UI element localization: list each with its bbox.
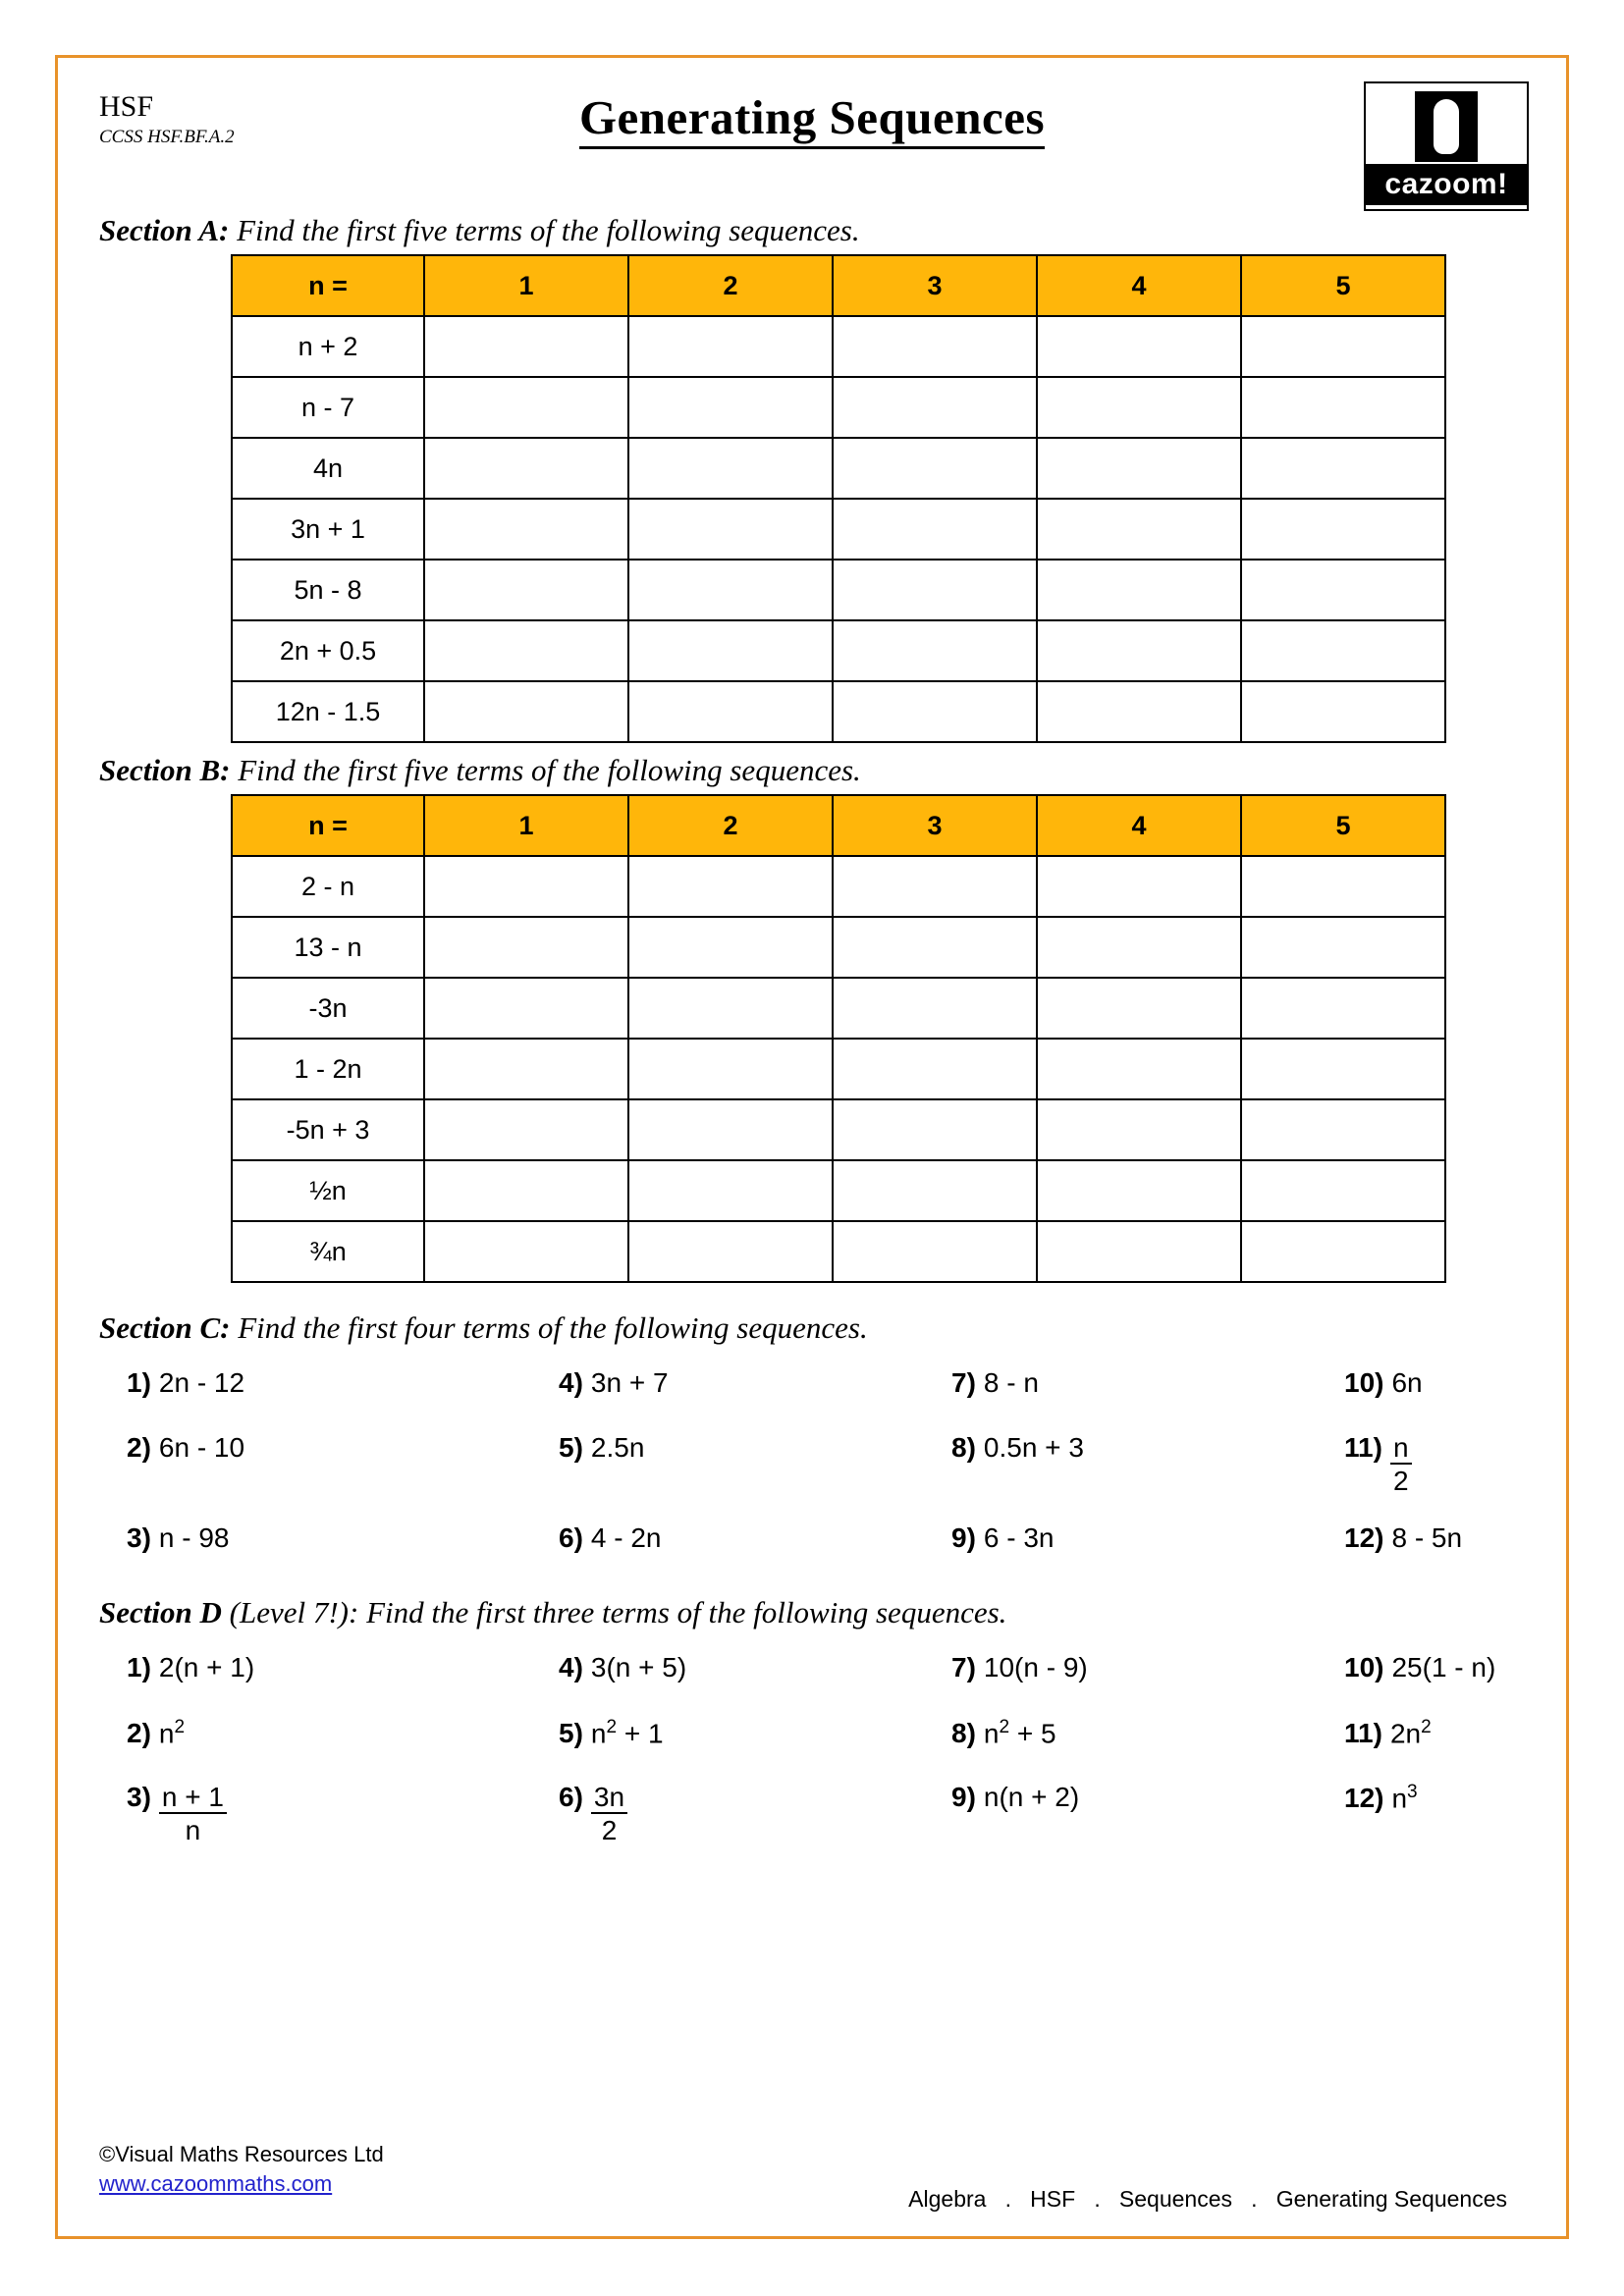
answer-cell[interactable] [1241,1160,1445,1221]
answer-cell[interactable] [1037,1221,1241,1282]
answer-cell[interactable] [628,856,833,917]
cazoom-logo [1364,81,1529,211]
fraction-numerator: 3n [591,1782,627,1814]
section-b-label: Section B: [99,753,231,787]
section-a-instruction: Find the first five terms of the following sequences. [229,213,860,247]
page-title [91,89,1533,145]
section-c-heading [99,1310,1533,1346]
table-row [232,499,1445,560]
question-item [127,1522,559,1562]
question-item [127,1367,559,1407]
table-row [232,377,1445,438]
answer-cell[interactable] [1037,438,1241,499]
question-item [127,1652,559,1691]
question-text: 3(n + 5) [590,1651,687,1682]
answer-cell[interactable] [424,856,628,917]
question-number: 4) [559,1367,583,1398]
answer-cell[interactable] [833,377,1037,438]
table-header-cell: n = [232,795,424,856]
table-header-cell: 3 [833,255,1037,316]
answer-cell[interactable] [628,377,833,438]
standard-reference: CCSS HSF.BF.A.2 [99,127,235,147]
section-a-label: Section A: [99,213,230,247]
question-number: 4) [559,1651,583,1682]
question-number: 12) [1344,1522,1384,1553]
question-item [951,1432,1344,1497]
hourglass-icon [1415,91,1478,162]
section-c-instruction: Find the first four terms of the following sequences. [230,1310,868,1345]
table-header-cell: 1 [424,255,628,316]
answer-cell[interactable] [833,620,1037,681]
question-number: 9) [951,1522,976,1553]
question-text: 2n - 12 [158,1367,245,1398]
question-item [951,1522,1344,1562]
table-header-cell: 3 [833,795,1037,856]
answer-cell[interactable] [628,978,833,1039]
table-row [232,316,1445,377]
question-item [951,1652,1344,1691]
question-number: 7) [951,1367,976,1398]
answer-cell[interactable] [1241,377,1445,438]
section-d-label: Section D [99,1594,222,1629]
answer-cell[interactable] [1037,499,1241,560]
question-item [1344,1782,1533,1846]
fraction-denominator: 2 [1392,1466,1409,1497]
table-row [232,978,1445,1039]
question-text-after: + 5 [1009,1718,1056,1749]
table-header-row [232,255,1445,316]
question-number: 9) [951,1781,976,1812]
exponent: 2 [606,1716,618,1737]
answer-cell[interactable] [1037,1039,1241,1099]
standard-code: HSF [99,90,154,123]
question-number: 2) [127,1432,151,1463]
question-text: 2.5n [590,1432,645,1463]
sequence-rule: ½n [232,1160,424,1221]
table-row [232,1039,1445,1099]
question-text: 8 - n [983,1367,1039,1398]
sequence-rule: 1 - 2n [232,1039,424,1099]
answer-cell[interactable] [1241,856,1445,917]
question-text: n(n + 2) [983,1781,1080,1812]
section-b-table [231,794,1446,1283]
answer-cell[interactable] [424,377,628,438]
worksheet-page [55,55,1569,2239]
answer-cell[interactable] [833,978,1037,1039]
fraction [591,1782,627,1846]
question-number: 11) [1344,1432,1382,1463]
table-row [232,856,1445,917]
answer-cell[interactable] [833,1039,1037,1099]
answer-cell[interactable] [1037,316,1241,377]
page-title-text: Generating Sequences [579,90,1045,149]
section-b-heading [99,753,1533,788]
answer-cell[interactable] [1241,917,1445,978]
question-number: 8) [951,1432,976,1463]
answer-cell[interactable] [424,1221,628,1282]
copyright-text: ©Visual Maths Resources Ltd [99,2142,384,2166]
exponent: 2 [174,1716,186,1737]
question-text: 4 - 2n [590,1522,662,1553]
page-footer [99,2142,1525,2216]
answer-cell[interactable] [1241,978,1445,1039]
answer-cell[interactable] [1037,560,1241,620]
answer-cell[interactable] [424,1039,628,1099]
table-row [232,917,1445,978]
logo-wordmark: cazoom! [1366,164,1527,205]
table-header-cell: 5 [1241,255,1445,316]
answer-cell[interactable] [833,681,1037,742]
question-item [559,1782,951,1846]
section-d-questions [127,1652,1533,1846]
answer-cell[interactable] [1241,499,1445,560]
page-header [91,76,1533,213]
sequence-rule: 3n + 1 [232,499,424,560]
fraction-numerator: n [1390,1432,1412,1465]
answer-cell[interactable] [1037,1099,1241,1160]
question-item [1344,1432,1533,1497]
question-item [1344,1652,1533,1691]
question-number: 6) [559,1522,583,1553]
answer-cell[interactable] [628,560,833,620]
question-text: n [158,1718,175,1749]
sequence-rule: ¾n [232,1221,424,1282]
answer-cell[interactable] [833,499,1037,560]
answer-cell[interactable] [1037,377,1241,438]
answer-cell[interactable] [833,316,1037,377]
question-item [951,1782,1344,1846]
question-number: 7) [951,1651,976,1682]
answer-cell[interactable] [833,917,1037,978]
answer-cell[interactable] [628,499,833,560]
sequence-rule: n - 7 [232,377,424,438]
answer-cell[interactable] [424,1160,628,1221]
answer-cell[interactable] [424,499,628,560]
answer-cell[interactable] [1241,620,1445,681]
answer-cell[interactable] [424,1099,628,1160]
question-text: 8 - 5n [1391,1522,1463,1553]
question-item [951,1717,1344,1756]
question-number: 11) [1344,1718,1382,1749]
section-d-instruction: Find the first three terms of the following sequences. [358,1594,1007,1629]
section-c-questions [127,1367,1533,1562]
question-text: n - 98 [158,1522,230,1553]
answer-cell[interactable] [1037,681,1241,742]
sequence-rule: 13 - n [232,917,424,978]
table-header-cell: 2 [628,795,833,856]
sequence-rule: -5n + 3 [232,1099,424,1160]
question-text: 6n - 10 [158,1432,245,1463]
fraction [1390,1432,1412,1497]
question-number: 8) [951,1718,976,1749]
website-link[interactable]: www.cazoommaths.com [99,2171,333,2196]
table-header-cell: 4 [1037,255,1241,316]
answer-cell[interactable] [1241,560,1445,620]
question-item [1344,1367,1533,1407]
answer-cell[interactable] [424,560,628,620]
question-text: 25(1 - n) [1391,1651,1496,1682]
sequence-rule: 12n - 1.5 [232,681,424,742]
question-item [559,1367,951,1407]
answer-cell[interactable] [1037,1160,1241,1221]
exponent: 2 [999,1716,1010,1737]
question-item [1344,1522,1533,1562]
answer-cell[interactable] [1241,1221,1445,1282]
fraction-denominator: n [185,1815,201,1846]
answer-cell[interactable] [424,917,628,978]
answer-cell[interactable] [1037,856,1241,917]
answer-cell[interactable] [1037,620,1241,681]
answer-cell[interactable] [628,1160,833,1221]
fraction-denominator: 2 [601,1815,618,1846]
answer-cell[interactable] [424,438,628,499]
section-b-instruction: Find the first five terms of the following sequences. [230,753,861,787]
table-header-cell: n = [232,255,424,316]
question-text: 3n + 7 [590,1367,669,1398]
question-text: n [590,1718,607,1749]
exponent: 3 [1407,1781,1418,1802]
table-row [232,620,1445,681]
sequence-rule: 4n [232,438,424,499]
answer-cell[interactable] [1037,917,1241,978]
table-header-cell: 1 [424,795,628,856]
sequence-rule: 2n + 0.5 [232,620,424,681]
answer-cell[interactable] [833,438,1037,499]
section-c-label: Section C: [99,1310,231,1345]
table-header-cell: 2 [628,255,833,316]
question-text: n [983,1718,1000,1749]
question-item [559,1522,951,1562]
table-row [232,560,1445,620]
table-row [232,1160,1445,1221]
answer-cell[interactable] [628,438,833,499]
answer-cell[interactable] [1241,1099,1445,1160]
answer-cell[interactable] [833,1160,1037,1221]
answer-cell[interactable] [1241,316,1445,377]
answer-cell[interactable] [833,1099,1037,1160]
question-number: 3) [127,1781,151,1812]
section-d-heading [99,1595,1533,1630]
table-row [232,1099,1445,1160]
answer-cell[interactable] [833,856,1037,917]
answer-cell[interactable] [628,620,833,681]
table-row [232,438,1445,499]
table-header-cell: 5 [1241,795,1445,856]
question-text: 6 - 3n [983,1522,1055,1553]
answer-cell[interactable] [628,917,833,978]
question-number: 2) [127,1718,151,1749]
question-text: 2(n + 1) [158,1651,255,1682]
fraction [159,1782,227,1846]
question-item [127,1782,559,1846]
answer-cell[interactable] [424,316,628,377]
question-number: 10) [1344,1651,1384,1682]
question-text: n [1391,1783,1408,1814]
question-text: 6n [1391,1367,1423,1398]
question-number: 5) [559,1432,583,1463]
exponent: 2 [1421,1716,1432,1737]
section-a-heading [99,213,1533,248]
answer-cell[interactable] [1241,1039,1445,1099]
breadcrumb: Algebra . HSF . Sequences . Generating Sequences [908,2186,1507,2212]
answer-cell[interactable] [424,620,628,681]
question-item [559,1432,951,1497]
answer-cell[interactable] [833,1221,1037,1282]
section-d-level: (Level 7!): [221,1594,359,1629]
question-item [559,1717,951,1756]
question-text: 2n [1389,1718,1422,1749]
question-number: 1) [127,1651,151,1682]
answer-cell[interactable] [628,1039,833,1099]
question-number: 5) [559,1718,583,1749]
question-item [127,1432,559,1497]
question-item [559,1652,951,1691]
answer-cell[interactable] [1037,978,1241,1039]
section-a-table [231,254,1446,743]
answer-cell[interactable] [628,681,833,742]
question-number: 1) [127,1367,151,1398]
question-text: 10(n - 9) [983,1651,1088,1682]
question-number: 10) [1344,1367,1384,1398]
answer-cell[interactable] [424,681,628,742]
sequence-rule: 2 - n [232,856,424,917]
table-row [232,681,1445,742]
fraction-numerator: n + 1 [159,1782,227,1814]
table-header-row [232,795,1445,856]
question-text-after: + 1 [617,1718,664,1749]
table-header-cell: 4 [1037,795,1241,856]
answer-cell[interactable] [628,316,833,377]
question-text: 0.5n + 3 [983,1432,1084,1463]
question-item [1344,1717,1533,1756]
question-item [127,1717,559,1756]
sequence-rule: -3n [232,978,424,1039]
table-row [232,1221,1445,1282]
sequence-rule: n + 2 [232,316,424,377]
answer-cell[interactable] [1241,438,1445,499]
question-item [951,1367,1344,1407]
sequence-rule: 5n - 8 [232,560,424,620]
answer-cell[interactable] [1241,681,1445,742]
question-number: 6) [559,1781,583,1812]
answer-cell[interactable] [628,1099,833,1160]
question-number: 3) [127,1522,151,1553]
question-number: 12) [1344,1783,1384,1814]
answer-cell[interactable] [424,978,628,1039]
answer-cell[interactable] [833,560,1037,620]
answer-cell[interactable] [628,1221,833,1282]
